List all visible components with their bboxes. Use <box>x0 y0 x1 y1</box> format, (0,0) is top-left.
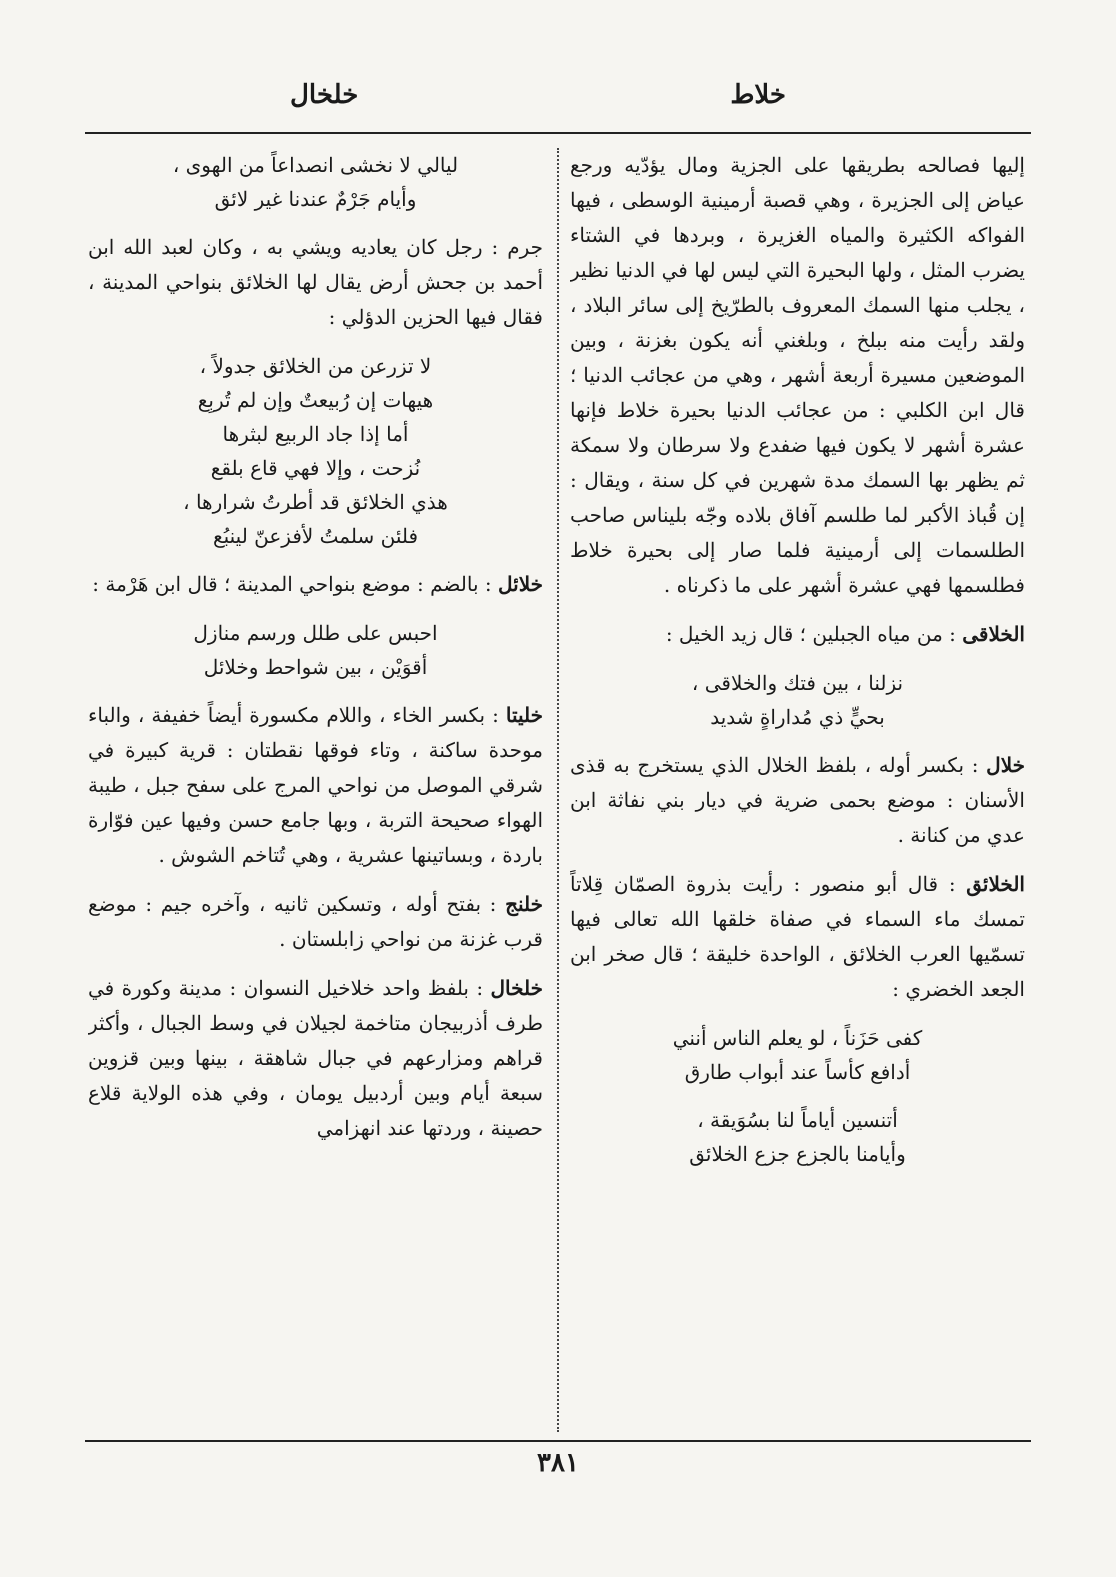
entry-text: : بالضم : موضع بنواحي المدينة ؛ قال ابن هَرْمة : <box>92 572 498 596</box>
entry-text: : بكسر أوله ، بلفظ الخلال الذي يستخرج به قذى الأسنان : موضع بحمى ضرية في ديار بني نفاثة ابن عدي من كنانة . <box>570 753 1025 847</box>
entry-text: : بكسر الخاء ، واللام مكسورة أيضاً خفيفة ، والباء موحدة ساكنة ، وتاء فوقها نقطتان : قرية كبيرة في شرقي الموصل من نواحي المرج على سفح جبل ، طيبة الهواء صحيحة التربة ، وبها جامع حسن وفيها عين فوّارة باردة ، وبساتينها عشرية ، وهي تُتاخم الشوش . <box>88 703 543 867</box>
verse-line: أدافع كأساً عند أبواب طارق <box>684 1060 911 1084</box>
entry-term: خلنج <box>505 892 543 916</box>
column-divider <box>557 148 559 1432</box>
verse-block <box>88 349 543 553</box>
entry-term: خلخال <box>490 976 543 1000</box>
verse-line: أقوَيْن ، بين شواحط وخلائل <box>203 655 428 679</box>
paragraph: جرم : رجل كان يعاديه ويشي به ، وكان لعبد الله ابن أحمد بن جحش أرض يقال لها الخلائق بنواحي المدينة ، فقال فيها الحزين الدؤلي : <box>88 235 543 329</box>
verse-line: لا تزرعن من الخلائق جدولاً ، <box>199 354 432 378</box>
entry-term: خلال <box>986 753 1025 777</box>
entry-term: الخلاقى <box>962 622 1025 646</box>
verse-line: ليالي لا نخشى انصداعاً من الهوى ، <box>172 153 459 177</box>
entry-text: : بلفظ واحد خلاخيل النسوان : مدينة وكورة في طرف أذربيجان متاخمة لجيلان في وسط الجبال ، وأكثر قراهم ومزارعهم في جبال شاهقة ، بينها وبين قزوين سبعة أيام وبين أردبيل يومان ، وفي هذه الولاية قلاع حصينة ، وردتها عند انهزامي <box>88 976 543 1140</box>
verse-line: أما إذا جاد الربيع لبثرها <box>222 422 409 446</box>
entry-alkhalaqa <box>570 617 1025 652</box>
entry-khalail <box>88 567 543 602</box>
entry-text: : بفتح أوله ، وتسكين ثانيه ، وآخره جيم : موضع قرب غزنة من نواحي زابلستان . <box>88 892 543 951</box>
verse-line: كفى حَزَناً ، لو يعلم الناس أنني <box>672 1026 923 1050</box>
left-column <box>88 148 543 1430</box>
right-column <box>570 148 1025 1430</box>
entry-khilibta <box>88 698 543 873</box>
entry-khalanj <box>88 887 543 957</box>
entry-alkhalaiq <box>570 867 1025 1007</box>
running-head-right: خلاط <box>730 80 786 110</box>
verse-line: احبس على طلل ورسم منازل <box>193 621 438 645</box>
verse-block <box>570 1021 1025 1089</box>
verse-line: هيهات إن رُبيعتٌ وإن لم تُربِع <box>197 388 434 412</box>
verse-block <box>570 666 1025 734</box>
verse-line: هذي الخلائق قد أطرتُ شرارها ، <box>183 490 448 514</box>
entry-term: خلائل <box>497 572 543 596</box>
entry-text: : قال أبو منصور : رأيت بذروة الصمّان قِلاتاً تمسك ماء السماء في صفاة خلقها الله تعالى فيها تسمّيها العرب الخلائق ، الواحدة خليقة ؛ قال صخر ابن الجعد الخضري : <box>570 872 1025 1001</box>
verse-line: بحيٍّ ذي مُداراةٍ شديد <box>710 705 885 729</box>
running-head-left: خلخال <box>290 80 359 110</box>
verse-line: وأيام جَرْمٌ عندنا غير لائق <box>214 187 417 211</box>
page-number: ٣٨١ <box>537 1448 579 1478</box>
entry-term: خليتا <box>505 703 543 727</box>
verse-line: فلئن سلمتُ لأفزعنّ لينبُع <box>212 524 419 548</box>
verse-line: وأيامنا بالجزع جزع الخلائق <box>689 1142 906 1166</box>
paragraph-continuation: إليها فصالحه بطريقها على الجزية ومال يؤدّيه ورجع عياض إلى الجزيرة ، وهي قصبة أرمينية الوسطى ، فيها الفواكه الكثيرة والمياه الغزيرة ، وبردها في الشتاء يضرب المثل ، ولها البحيرة التي ليس لها في الدنيا نظير ، يجلب منها السمك المعروف بالطرّيخ إلى سائر البلاد ، ولقد رأيت منه ببلخ ، وبلغني أنه يكون بغزنة ، وبين الموضعين مسيرة أربعة أشهر ، وهي من عجائب الدنيا ؛ قال ابن الكلبي : من عجائب الدنيا بحيرة خلاط فإنها عشرة أشهر لا يكون فيها ضفدع ولا سرطان ولا سمكة ثم يظهر بها السمك مدة شهرين في كل سنة ، ويقال : إن قُباذ الأكبر لما طلسم آفاق بلاده وجّه بليناس صاحب الطلسمات إلى أرمينية فلما صار إلى بحيرة خلاط فطلسمها فهي عشرة أشهر على ما ذكرناه . <box>570 153 1025 597</box>
verse-block <box>570 1103 1025 1171</box>
verse-block <box>88 148 543 216</box>
verse-line: نُزحت ، وإلا فهي قاع بلقع <box>210 456 421 480</box>
footer-rule <box>85 1440 1031 1442</box>
verse-block <box>88 616 543 684</box>
header-rule <box>85 132 1031 134</box>
verse-line: أتنسين أياماً لنا بسُوَيقة ، <box>697 1108 898 1132</box>
entry-term: الخلائق <box>966 872 1025 896</box>
entry-khilal <box>570 748 1025 853</box>
entry-khalkhal <box>88 971 543 1146</box>
verse-line: نزلنا ، بين فتك والخلاقى ، <box>691 671 904 695</box>
entry-text: : من مياه الجبلين ؛ قال زيد الخيل : <box>665 622 963 646</box>
